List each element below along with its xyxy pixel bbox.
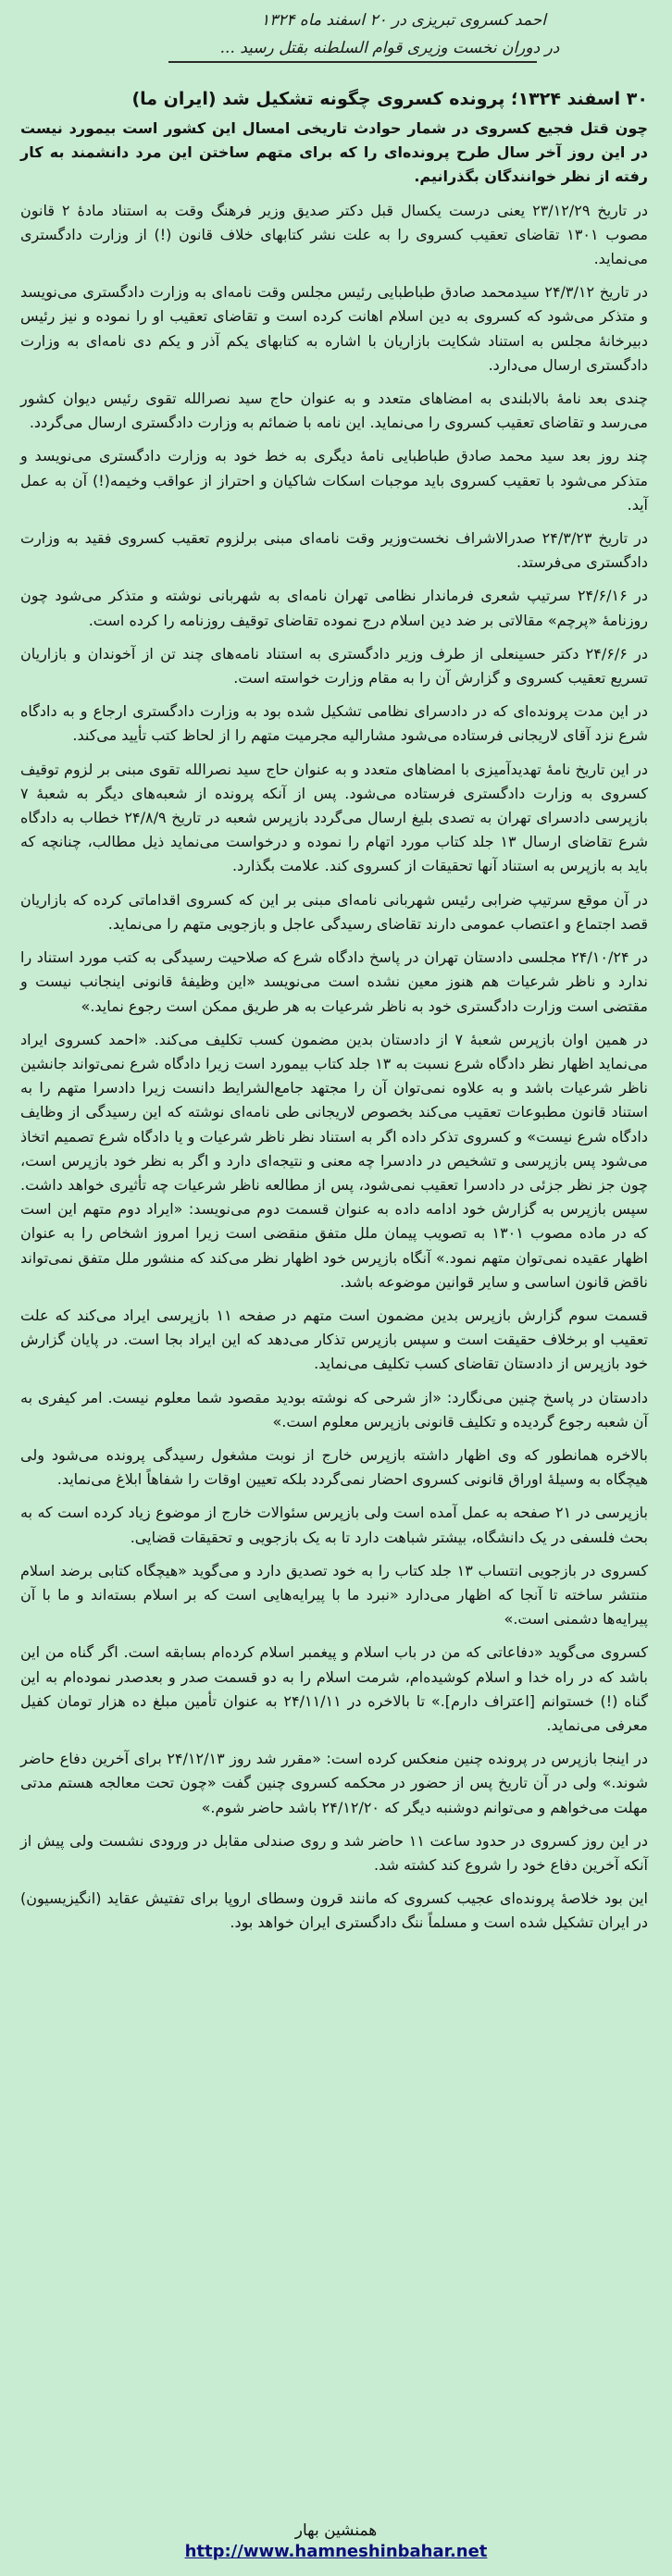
paragraph: در آن موقع سرتیپ ضرابی رئیس شهربانی نامه‌ای مبنی بر این که کسروی اقداماتی کرده که بازاریان قصد اجتماع و اعتصاب عمومی دارند تقاضای رسیدگی عاجل و بازجویی متهم را می‌نماید. bbox=[20, 890, 648, 933]
paragraph: در ۲۴/۶/۱۶ سرتیپ شعری فرماندار نظامی تهران نامه‌ای به شهربانی نوشته و متذکر می‌شود چون روزنامهٔ «پرچم» مقالاتی بر ضد دین اسلام درج نموده تقاضای توقیف روزنامه را کرده است. bbox=[20, 587, 648, 629]
site-footer bbox=[0, 2520, 672, 2563]
paragraph: چندی بعد نامهٔ بالابلندی به امضاهای متعدد و به عنوان حاج سید نصرالله تقوی رئیس دیوان کشور می‌رسد و تقاضای تعقیب کسروی را می‌نماید. این نامه با ضمائم به وزارت دادگستری ارسال می‌گردد. bbox=[20, 390, 648, 432]
paragraph-intro: چون قتل فجیع کسروی در شمار حوادث تاریخی امسال این کشور است بیمورد نیست در این روز آخر سال طرح پرونده‌ای را که برای متهم ساختن این مرد دانشمند به کار رفته از نظر خوانندگان بگذرانیم. bbox=[20, 119, 648, 186]
paragraph: در تاریخ ۲۴/۳/۲۳ صدرالاشراف نخست‌وزیر وقت نامه‌ای مبنی برلزوم تعقیب کسروی فقید به وزارت دادگستری می‌فرستد. bbox=[20, 529, 649, 572]
paragraph-conclusion: این بود خلاصهٔ پرونده‌ای عجیب کسروی که مانند قرون وسطای اروپا برای تفتیش عقاید (انگیزیسیون) در ایران تشکیل شده است و مسلماً ننگ دادگستری ایران خواهد بود. bbox=[20, 1889, 648, 1932]
paragraph: دادستان در پاسخ چنین می‌نگارد: «از شرحی که نوشته بودید مقصود شما معلوم نیست. امر کیفری به آن شعبه رجوع گردیده و تکلیف قانونی بازپرس معلوم است.» bbox=[20, 1388, 648, 1430]
handwritten-caption-line2: در دوران نخست وزیری قوام السلطنه بقتل رسید ... bbox=[219, 39, 560, 57]
paragraph: در این روز کسروی در حدود ساعت ۱۱ حاضر شد و روی صندلی مقابل در ورودی نشست ولی پیش از آنکه آخرین دفاع خود را شروع کند کشته شد. bbox=[20, 1831, 648, 1874]
paragraph: بالاخره همانطور که وی اظهار داشته بازپرس خارج از نوبت مشغول رسیدگی پرونده می‌شود ولی هیچگاه به وسیلهٔ اوراق قانونی کسروی احضار نمی‌گردد بلکه تعیین اوقات را شفاهاً ابلاغ می‌نماید. bbox=[20, 1445, 648, 1489]
paragraph: در این تاریخ نامهٔ تهدیدآمیزی با امضاهای متعدد و به عنوان حاج سید نصرالله تقوی مبنی بر لزوم توقیف کسروی به وزارت دادگستری فرستاده می‌شود. پس از آنکه پرونده از شعبه‌های دیگر به شعبهٔ ۷ بازپرسی دادسرای تهران به تصدی بلیغ ارسال می‌گردد بازپرس شعبه در تاریخ ۲۴/۸/۹ خطاب به دادگاه شرع تقاضای ارسال ۱۳ جلد کتاب مورد اتهام را نموده و درخواست می‌نماید ذیل مطالب، چنانچه که باید به بازپرس به استناد آنها تحقیقات از کسروی کند. علامت بگذارد. bbox=[20, 760, 649, 875]
site-url-link[interactable]: http://www.hamneshinbahar.net bbox=[184, 2542, 488, 2561]
paragraph: در تاریخ ۲۴/۳/۱۲ سیدمحمد صادق طباطبایی رئیس مجلس وقت نامه‌ای به وزارت دادگستری می‌نویسد و متذکر می‌شود که کسروی به دین اسلام اهانت کرده است و تقاضای تعقیب او را نموده و نیز رئیس دبیرخانهٔ مجلس به استناد شکایت بازاریان با اشاره به کتابهای یکم آذر و یکم دی نامه‌ای به وزارت دادگستری ارسال می‌دارد. bbox=[20, 283, 649, 374]
paragraph: در تاریخ ۲۳/۱۲/۲۹ یعنی درست یکسال قبل دکتر صدیق وزیر فرهنگ وقت به استناد مادهٔ ۲ قانون مصوب ۱۳۰۱ تقاضای تعقیب کسروی را به علت نشر کتابهای خلاف قانون (!) از وزارت دادگستری می‌نماید. bbox=[20, 201, 649, 268]
paragraph: در ۲۴/۶/۶ دکتر حسینعلی از طرف وزیر دادگستری به استناد نامه‌های چند تن از آخوندان و بازاریان تسریع تعقیب کسروی و گزارش آن را به مقام وزارت خواسته است. bbox=[20, 644, 649, 687]
paragraph-highlighted: کسروی در بازجویی انتساب ۱۳ جلد کتاب را به خود تصدیق دارد و می‌گوید «هیچگاه کتابی برضد اسلام منتشر ساخته تا آنجا که اظهار می‌دارد «نبرد ما با پیرایه‌هایی است که بر اسلام بسته‌اند و ما با آن پیرایه‌ها دشمنی است.» bbox=[20, 1561, 648, 1629]
handwritten-caption-line1: احمد کسروی تبریزی در ۲۰ اسفند ماه ۱۳۲۴ bbox=[260, 11, 547, 30]
paragraph: در همین اوان بازپرس شعبهٔ ۷ از دادستان بدین مضمون کسب تکلیف می‌کند. «احمد کسروی ایراد می‌نماید اظهار نظر دادگاه شرع نسبت به ۱۳ جلد کتاب بیمورد است زیرا دادگاه شرع نمی‌تواند جانشین ناظر شرعیات باشد و به علاوه نمی‌توان آن را مجتهد جامع‌الشرایط دانست زیرا دادسرا متهم را به استناد قانون مطبوعات تعقیب می‌کند بخصوص لاریجانی طی نامه‌ای نوشته که این رسیدگی از وظایف دادگاه شرع نیست» و کسروی تذکر داده اگر به استناد نظر ناظر شرعیات و یا دادگاه شرع تصمیم اتخاذ می‌شود پس بازپرسی و تشخیص در دادسرا چه معنی و نتیجه‌ای دارد و اگر به نظر خود بازپرس است، چون جز نظر جزئی در دادسرا تعقیب نمی‌شود، پس از مطالعه ناظر شرعیات چه تأثیری خواهد داشت. سپس بازپرس به گزارش خود ادامه داده به عنوان قسمت دوم می‌نویسد: «ایراد دوم متهم این است که در ماده مصوب ۱۳۰۱ به تصویب پیمان ملل متفق منقضی است زیرا امروز اشخاص را به عنوان اظهار عقیده نمی‌توان متهم نمود.» آنگاه بازپرس خود اظهار نظر می‌کند که منشور ملل متفق نمی‌تواند ناقض قانون اساسی و سایر قوانین موضوعه باشد. bbox=[20, 1030, 649, 1291]
paragraph: چند روز بعد سید محمد صادق طباطبایی نامهٔ دیگری به خط خود به وزارت دادگستری می‌نویسد و متذکر می‌شود با تعقیب کسروی باید موجبات اسکات شاکیان و احتراز از عواقب وخیمه(!) آن به عمل آید. bbox=[20, 447, 648, 514]
paragraph: قسمت سوم گزارش بازپرس بدین مضمون است متهم در صفحه ۱۱ بازپرسی ایراد می‌کند که علت تعقیب او برخلاف حقیقت است و سپس بازپرس تذکار می‌دهد که این ایراد بجا است. در پایان گزارش خود بازپرس از دادستان تقاضای کسب تکلیف می‌نماید. bbox=[20, 1306, 649, 1373]
site-brand: همنشین بهار bbox=[294, 2521, 378, 2540]
article-title: ۳۰ اسفند ۱۳۲۴؛ پرونده کسروی چگونه تشکیل شد (ایران ما) bbox=[131, 89, 648, 109]
paragraph: در این مدت پرونده‌ای که در دادسرای نظامی تشکیل شده بود به وزارت دادگستری ارجاع و به دادگاه شرع نزد آقای لاریجانی فرستاده می‌شود مشارالیه مجرمیت متهم را از لحاظ کتب تأیید می‌کند. bbox=[20, 702, 648, 745]
handwritten-underline bbox=[168, 61, 537, 63]
paragraph: در اینجا بازپرس در پرونده چنین منعکس کرده است: «مقرر شد روز ۲۴/۱۲/۱۳ برای آخرین دفاع حاضر شوند.» ولی در آن تاریخ پس از حضور در محکمه کسروی چنین گفت «چون تحت معالجه هستم مدتی مهلت می‌خواهم و می‌توانم دوشنبه دیگر که ۲۴/۱۲/۲۰ باشد حاضر شوم.» bbox=[20, 1750, 649, 1816]
paragraph: کسروی می‌گوید «دفاعاتی که من در باب اسلام و پیغمبر اسلام کرده‌ام بسابقه است. اگر گناه من این باشد که در راه خدا و اسلام کوشیده‌ام، شرمت اسلام را به دو قسمت صدر و بعدصدر نموده‌ام به این گناه (!) خستوانم [اعتراف دارم].» تا بالاخره در ۲۴/۱۱/۱۱ به عنوان تأمین مبلغ ده هزار تومان کفیل معرفی می‌نماید. bbox=[20, 1643, 648, 1734]
paragraph: بازپرسی در ۲۱ صفحه به عمل آمده است ولی بازپرس سئوالات خارج از موضوع زیاد کرده است که به بحث فلسفی در یک دانشگاه، بیشتر شباهت دارد تا به یک بازجویی و تحقیقات قضایی. bbox=[20, 1504, 648, 1546]
paragraph: در ۲۴/۱۰/۲۴ مجلسی دادستان تهران در پاسخ دادگاه شرع که صلاحیت رسیدگی به کتب مورد استناد را ندارد و ناظر شرعیات هم هنوز معین نشده است می‌نویسد «این وظیفهٔ قانونی اینجانب نیست و مقتضی است وزارت دادگستری خود به ناظر شرعیات به هر طریق ممکن است رجوع نماید.» bbox=[20, 948, 649, 1015]
